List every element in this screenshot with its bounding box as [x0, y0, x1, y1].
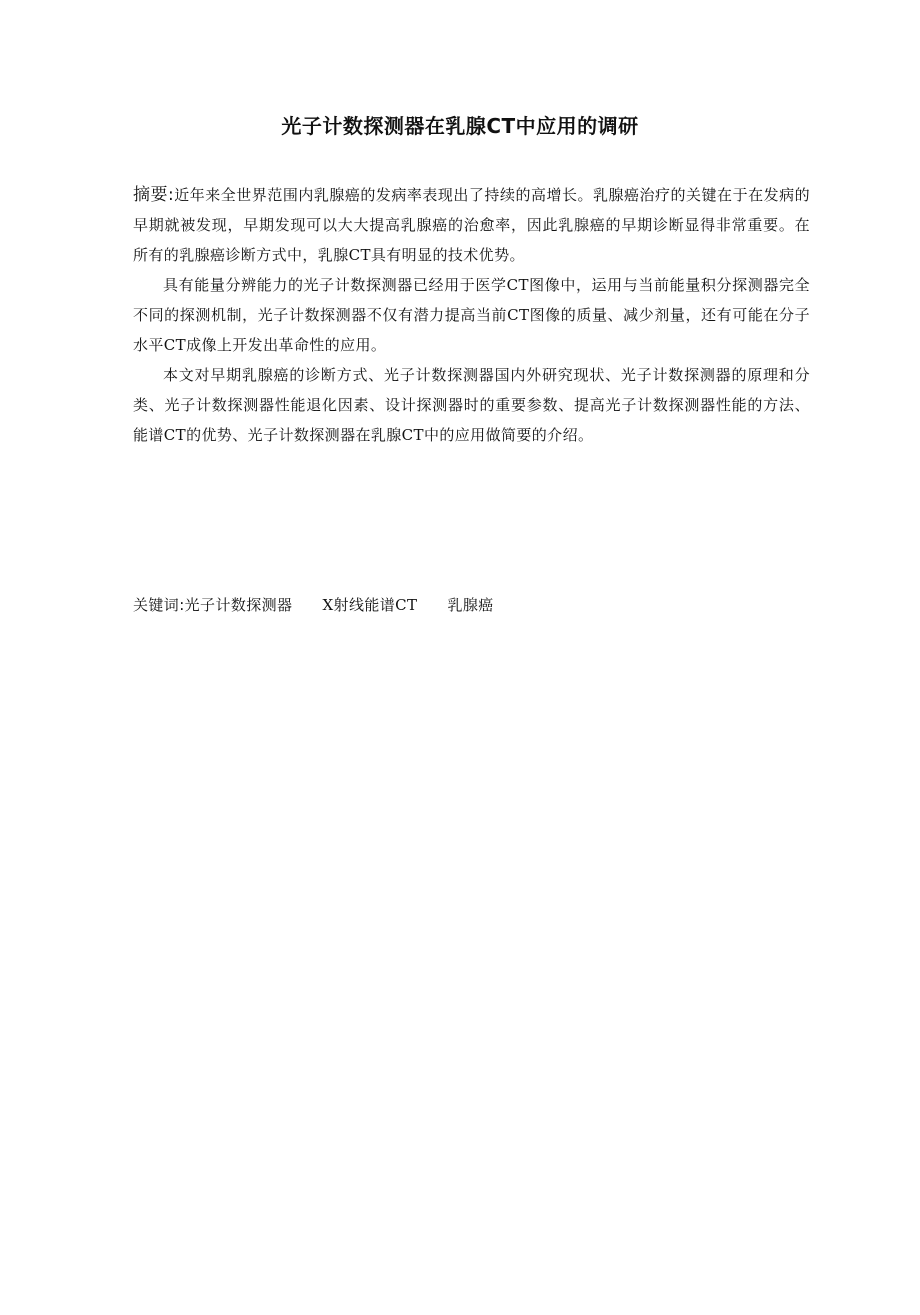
keywords-label: 关键词: — [133, 596, 185, 614]
abstract-paragraph-2: 具有能量分辨能力的光子计数探测器已经用于医学CT图像中，运用与当前能量积分探测器完全不同的探测机制，光子计数探测器不仅有潜力提高当前CT图像的质量、减少剂量，还有可能在分子水平CT成像上开发出革命性的应用。 — [133, 276, 810, 354]
abstract-paragraph-1 — [133, 180, 810, 270]
abstract-label: 摘要: — [133, 185, 175, 205]
document-title: 光子计数探测器在乳腺CT中应用的调研 — [281, 114, 639, 138]
abstract-paragraph-3: 本文对早期乳腺癌的诊断方式、光子计数探测器国内外研究现状、光子计数探测器的原理和分类、光子计数探测器性能退化因素、设计探测器时的重要参数、提高光子计数探测器性能的方法、能谱CT的优势、光子计数探测器在乳腺CT中的应用做简要的介绍。 — [133, 366, 810, 444]
abstract-section — [133, 180, 810, 450]
keyword-item: 光子计数探测器 — [184, 596, 293, 614]
keyword-item: X射线能谱CT — [322, 596, 418, 614]
keywords-section — [133, 590, 810, 620]
abstract-text-1: 近年来全世界范围内乳腺癌的发病率表现出了持续的高增长。乳腺癌治疗的关键在于在发病的早期就被发现，早期发现可以大大提高乳腺癌的治愈率，因此乳腺癌的早期诊断显得非常重要。在所有的乳腺癌诊断方式中，乳腺CT具有明显的技术优势。 — [133, 186, 811, 264]
keyword-item: 乳腺癌 — [447, 596, 494, 614]
